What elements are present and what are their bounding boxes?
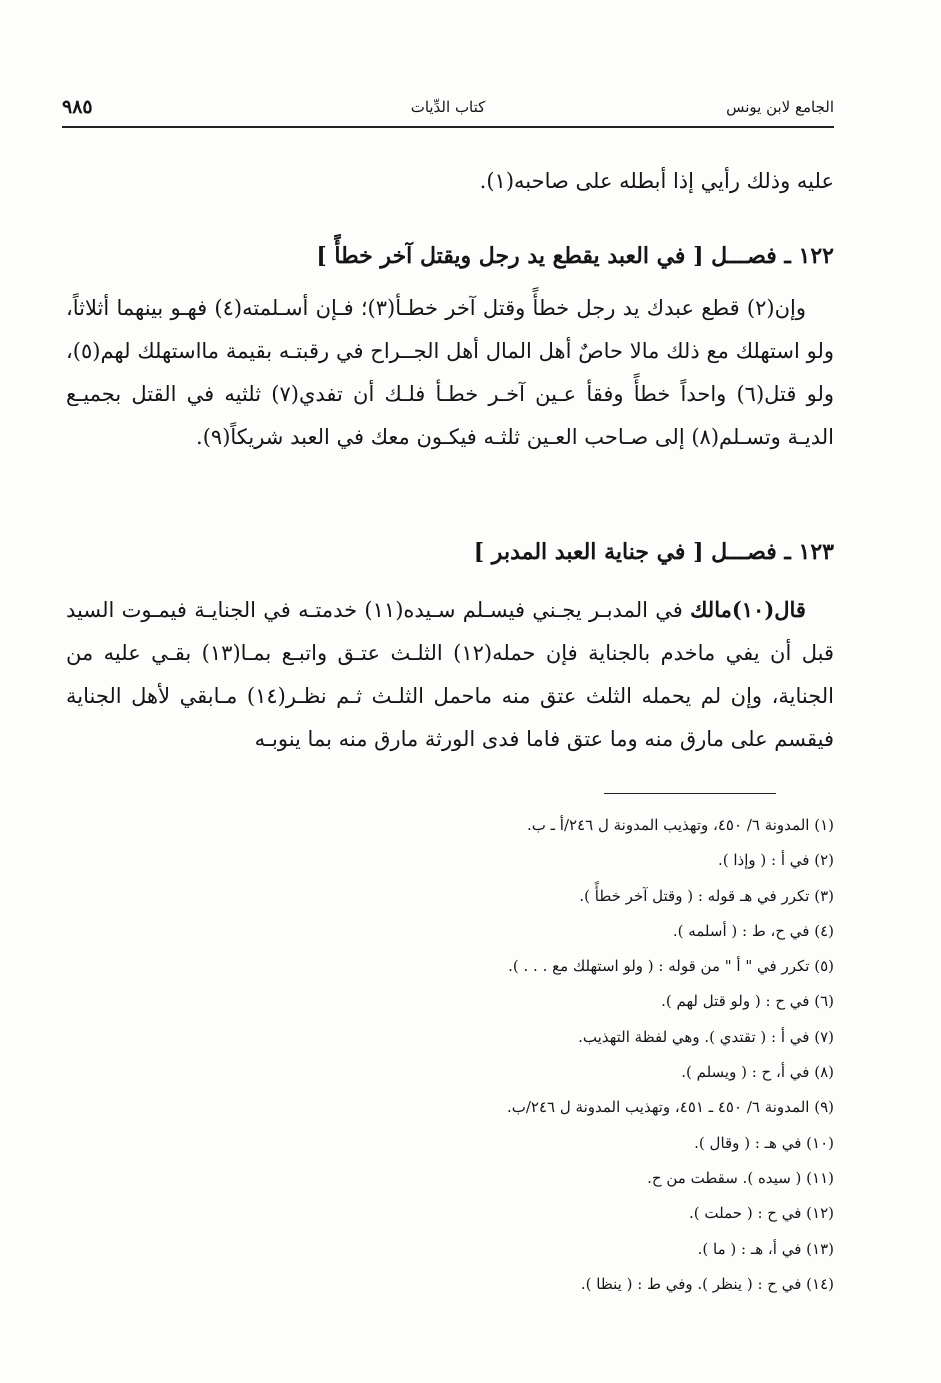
footnote: (٨) في أ، ح : ( ويسلم ). bbox=[681, 1063, 834, 1082]
intro-line: عليه وذلك رأيي إذا أبطله على صاحبه(١). bbox=[479, 169, 834, 193]
section-123-lead-word: قال(١٠)مالك bbox=[690, 597, 806, 622]
footnote: (١٣) في أ، هـ : ( ما ). bbox=[697, 1239, 834, 1258]
footnote: (٩) المدونة ٦/ ٤٥٠ ـ ٤٥١، وتهذيب المدونة ل ٢٤٦/ب. bbox=[506, 1098, 834, 1117]
footnotes-list bbox=[300, 808, 834, 1302]
section-123-paragraph bbox=[66, 588, 834, 761]
section-122-heading: ١٢٢ ـ فصـــل [ في العبد يقطع يد رجل ويقتل آخر خطأً ] bbox=[316, 243, 834, 269]
section-123-heading: ١٢٣ ـ فصـــل [ في جناية العبد المدبر ] bbox=[473, 539, 834, 565]
running-title-chapter: كتاب الدِّيات bbox=[410, 98, 486, 116]
footnote: (١) المدونة ٦/ ٤٥٠، وتهذيب المدونة ل ٢٤٦/أ ـ ب. bbox=[526, 816, 834, 834]
footnote-rule bbox=[604, 793, 776, 794]
page-number: ٩٨٥ bbox=[62, 96, 93, 118]
footnote: (٦) في ح : ( ولو قتل لهم ). bbox=[661, 992, 834, 1011]
footnote: (١٤) في ح : ( ينظر ). وفي ط : ( ينظا ). bbox=[580, 1274, 834, 1293]
running-title-book: الجامع لابن يونس bbox=[726, 98, 834, 116]
footnote: (٤) في ح، ط : ( أسلمه ). bbox=[672, 921, 834, 940]
footnote: (٢) في أ : ( وإذا ). bbox=[717, 851, 834, 870]
header-rule bbox=[62, 126, 834, 128]
footnote: (٣) تكرر في هـ قوله : ( وقتل آخر خطأً ). bbox=[579, 886, 834, 905]
page-header bbox=[62, 96, 834, 128]
footnote: (١٢) في ح : ( حملت ). bbox=[689, 1204, 834, 1223]
footnote: (٧) في أ : ( تقتدي ). وهي لفظة التهذيب. bbox=[578, 1027, 834, 1046]
section-122-paragraph: وإن(٢) قطع عبدك يد رجل خطأً وقتل آخر خطـأ(٣)؛ فـإن أسـلمته(٤) فهـو بينهما أثلاثاً، ولو استهلك مع ذلك مالا حاصٌ أهل المال أهل الجــراح في رقبتـه بقيمة مااستهلك لهم(٥)، ولو قتل(٦) واحداً خطأً وفقأ عـين آخـر خطـأ فلـك أن تفدي(٧) ثلثيه في القتل بجميـع الديـة وتسـلم(٨) إلى صـاحب العـين ثلثـه فيكـون معك في العبد شريكاً(٩). bbox=[66, 296, 834, 449]
footnote: (١٠) في هـ : ( وقال ). bbox=[694, 1133, 834, 1152]
footnote: (٥) تكرر في " أ " من قوله : ( ولو استهلك مع . . . ). bbox=[508, 957, 834, 976]
section-123-text: في المدبـر يجـني فيسـلم سـيده(١١) خدمتـه في الجنايـة فيمـوت السيد قبل أن يفي ماخدم بالجناية فإن حمله(١٢) الثلـث عتـق واتبـع بمـا(١٣) بقـي عليه من الجناية، وإن لم يحمله الثلث عتق منه ماحمل الثلـث ثـم نظـر(١٤) مـابقي لأهل الجناية فيقسم على مارق منه وما عتق فاما فدى الورثة مارق منه بما ينوبـه bbox=[66, 598, 835, 751]
footnote: (١١) ( سيده ). سقطت من ح. bbox=[647, 1168, 834, 1187]
